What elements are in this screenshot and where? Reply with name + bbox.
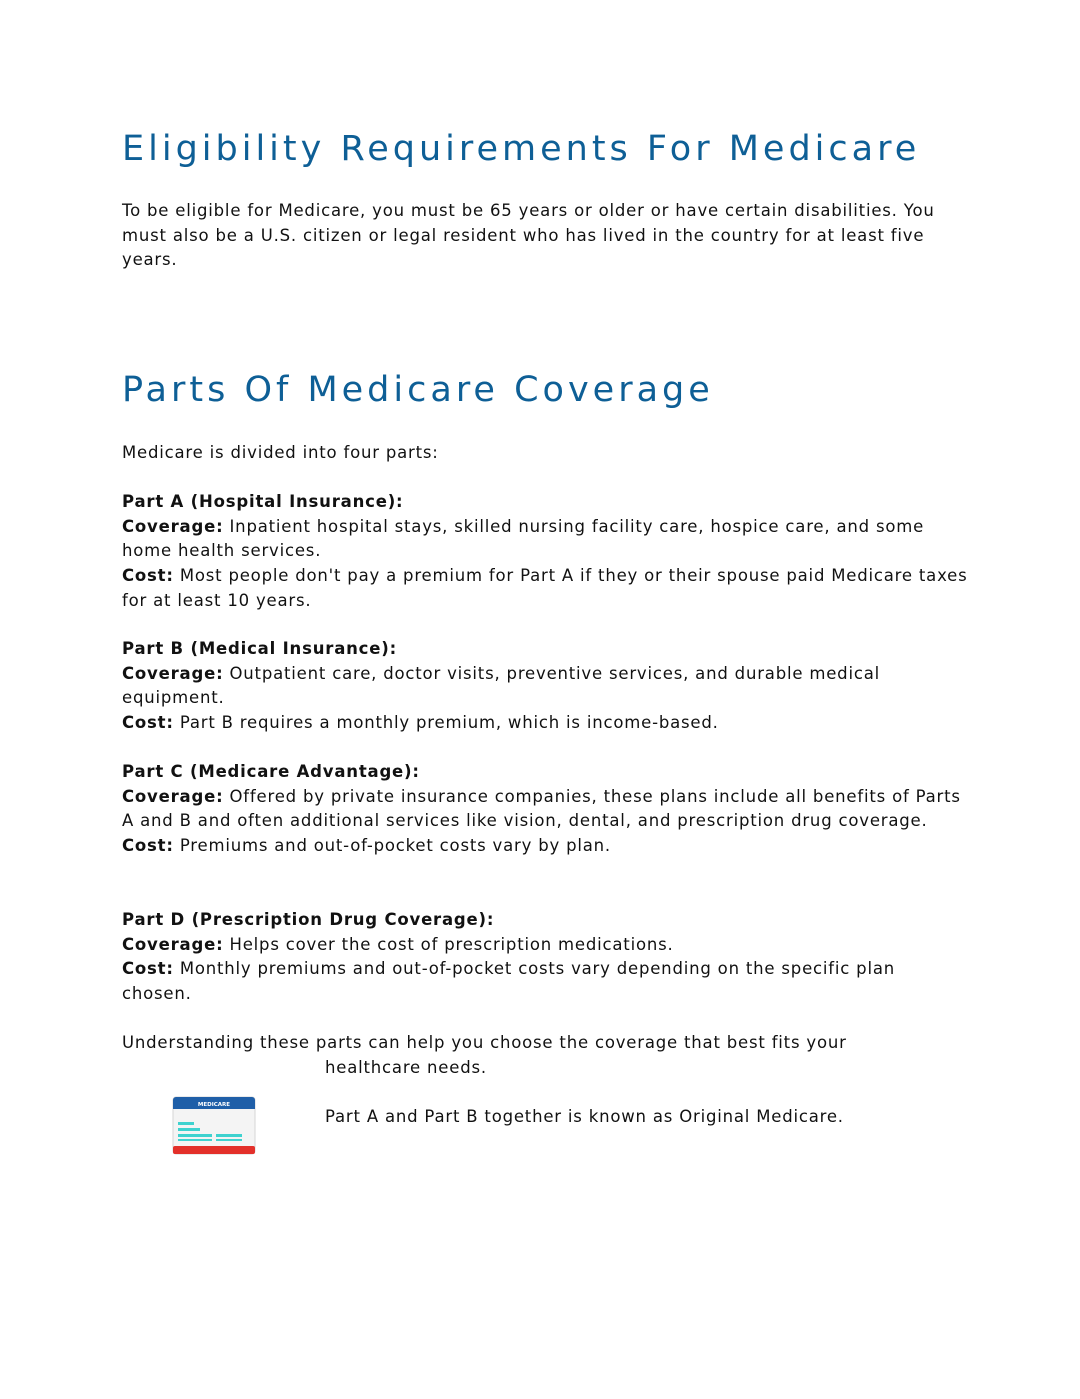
part-c-coverage: Offered by private insurance companies, these plans include all benefits of Parts A and B and often additional services like vision, dental, and prescription drug coverage.: [122, 786, 961, 831]
part-c-cost: Premiums and out-of-pocket costs vary by plan.: [179, 836, 611, 856]
part-b-coverage-label: Coverage:: [122, 663, 224, 683]
closing-text: [122, 1031, 968, 1080]
part-b-block: [122, 637, 968, 736]
card-line: [178, 1134, 212, 1137]
part-a-block: [122, 490, 968, 614]
part-d-coverage: Helps cover the cost of prescription medications.: [229, 934, 674, 954]
closing-line-1: Understanding these parts can help you choose the coverage that best fits your: [122, 1033, 847, 1052]
card-line: [216, 1134, 242, 1137]
part-b-coverage: Outpatient care, doctor visits, preventive services, and durable medical equipment.: [122, 663, 880, 708]
medicare-card-icon: [172, 1096, 256, 1155]
eligibility-body: To be eligible for Medicare, you must be 65 years or older or have certain disabilities. You must also be a U.S. citizen or legal resident who has lived in the country for at least five years.: [122, 201, 935, 270]
part-b-cost: Part B requires a monthly premium, which is income-based.: [179, 713, 719, 733]
part-b-title: Part B (Medical Insurance):: [122, 639, 397, 658]
part-c-block: [122, 760, 968, 859]
part-a-cost-label: Cost:: [122, 566, 174, 586]
part-c-coverage-label: Coverage:: [122, 786, 224, 806]
part-a-title: Part A (Hospital Insurance):: [122, 492, 404, 511]
card-label: MEDICARE: [197, 1102, 231, 1108]
original-medicare-note: Part A and Part B together is known as Original Medicare.: [325, 1107, 844, 1126]
part-d-coverage-label: Coverage:: [122, 934, 224, 954]
part-d-block: [122, 908, 968, 1007]
card-line: [178, 1128, 200, 1131]
part-a-cost: Most people don't pay a premium for Part A if they or their spouse paid Medicare taxes for at least 10 years.: [122, 566, 968, 610]
parts-heading: Parts Of Medicare Coverage: [122, 370, 714, 410]
part-d-cost-label: Cost:: [122, 959, 174, 979]
part-d-title: Part D (Prescription Drug Coverage):: [122, 910, 495, 929]
part-a-coverage-label: Coverage:: [122, 516, 224, 536]
part-c-cost-label: Cost:: [122, 836, 174, 856]
part-c-title: Part C (Medicare Advantage):: [122, 762, 420, 781]
eligibility-heading: Eligibility Requirements For Medicare: [122, 129, 921, 169]
card-line: [216, 1139, 242, 1141]
part-d-cost: Monthly premiums and out-of-pocket costs vary depending on the specific plan chosen.: [122, 959, 896, 1004]
parts-intro: Medicare is divided into four parts:: [122, 443, 439, 462]
closing-line-2: healthcare needs.: [325, 1057, 487, 1077]
card-line: [178, 1139, 212, 1141]
part-a-coverage: Inpatient hospital stays, skilled nursing facility care, hospice care, and some home health services.: [122, 516, 925, 561]
card-line: [178, 1122, 194, 1125]
card-stripe: [173, 1146, 255, 1154]
part-b-cost-label: Cost:: [122, 713, 174, 733]
